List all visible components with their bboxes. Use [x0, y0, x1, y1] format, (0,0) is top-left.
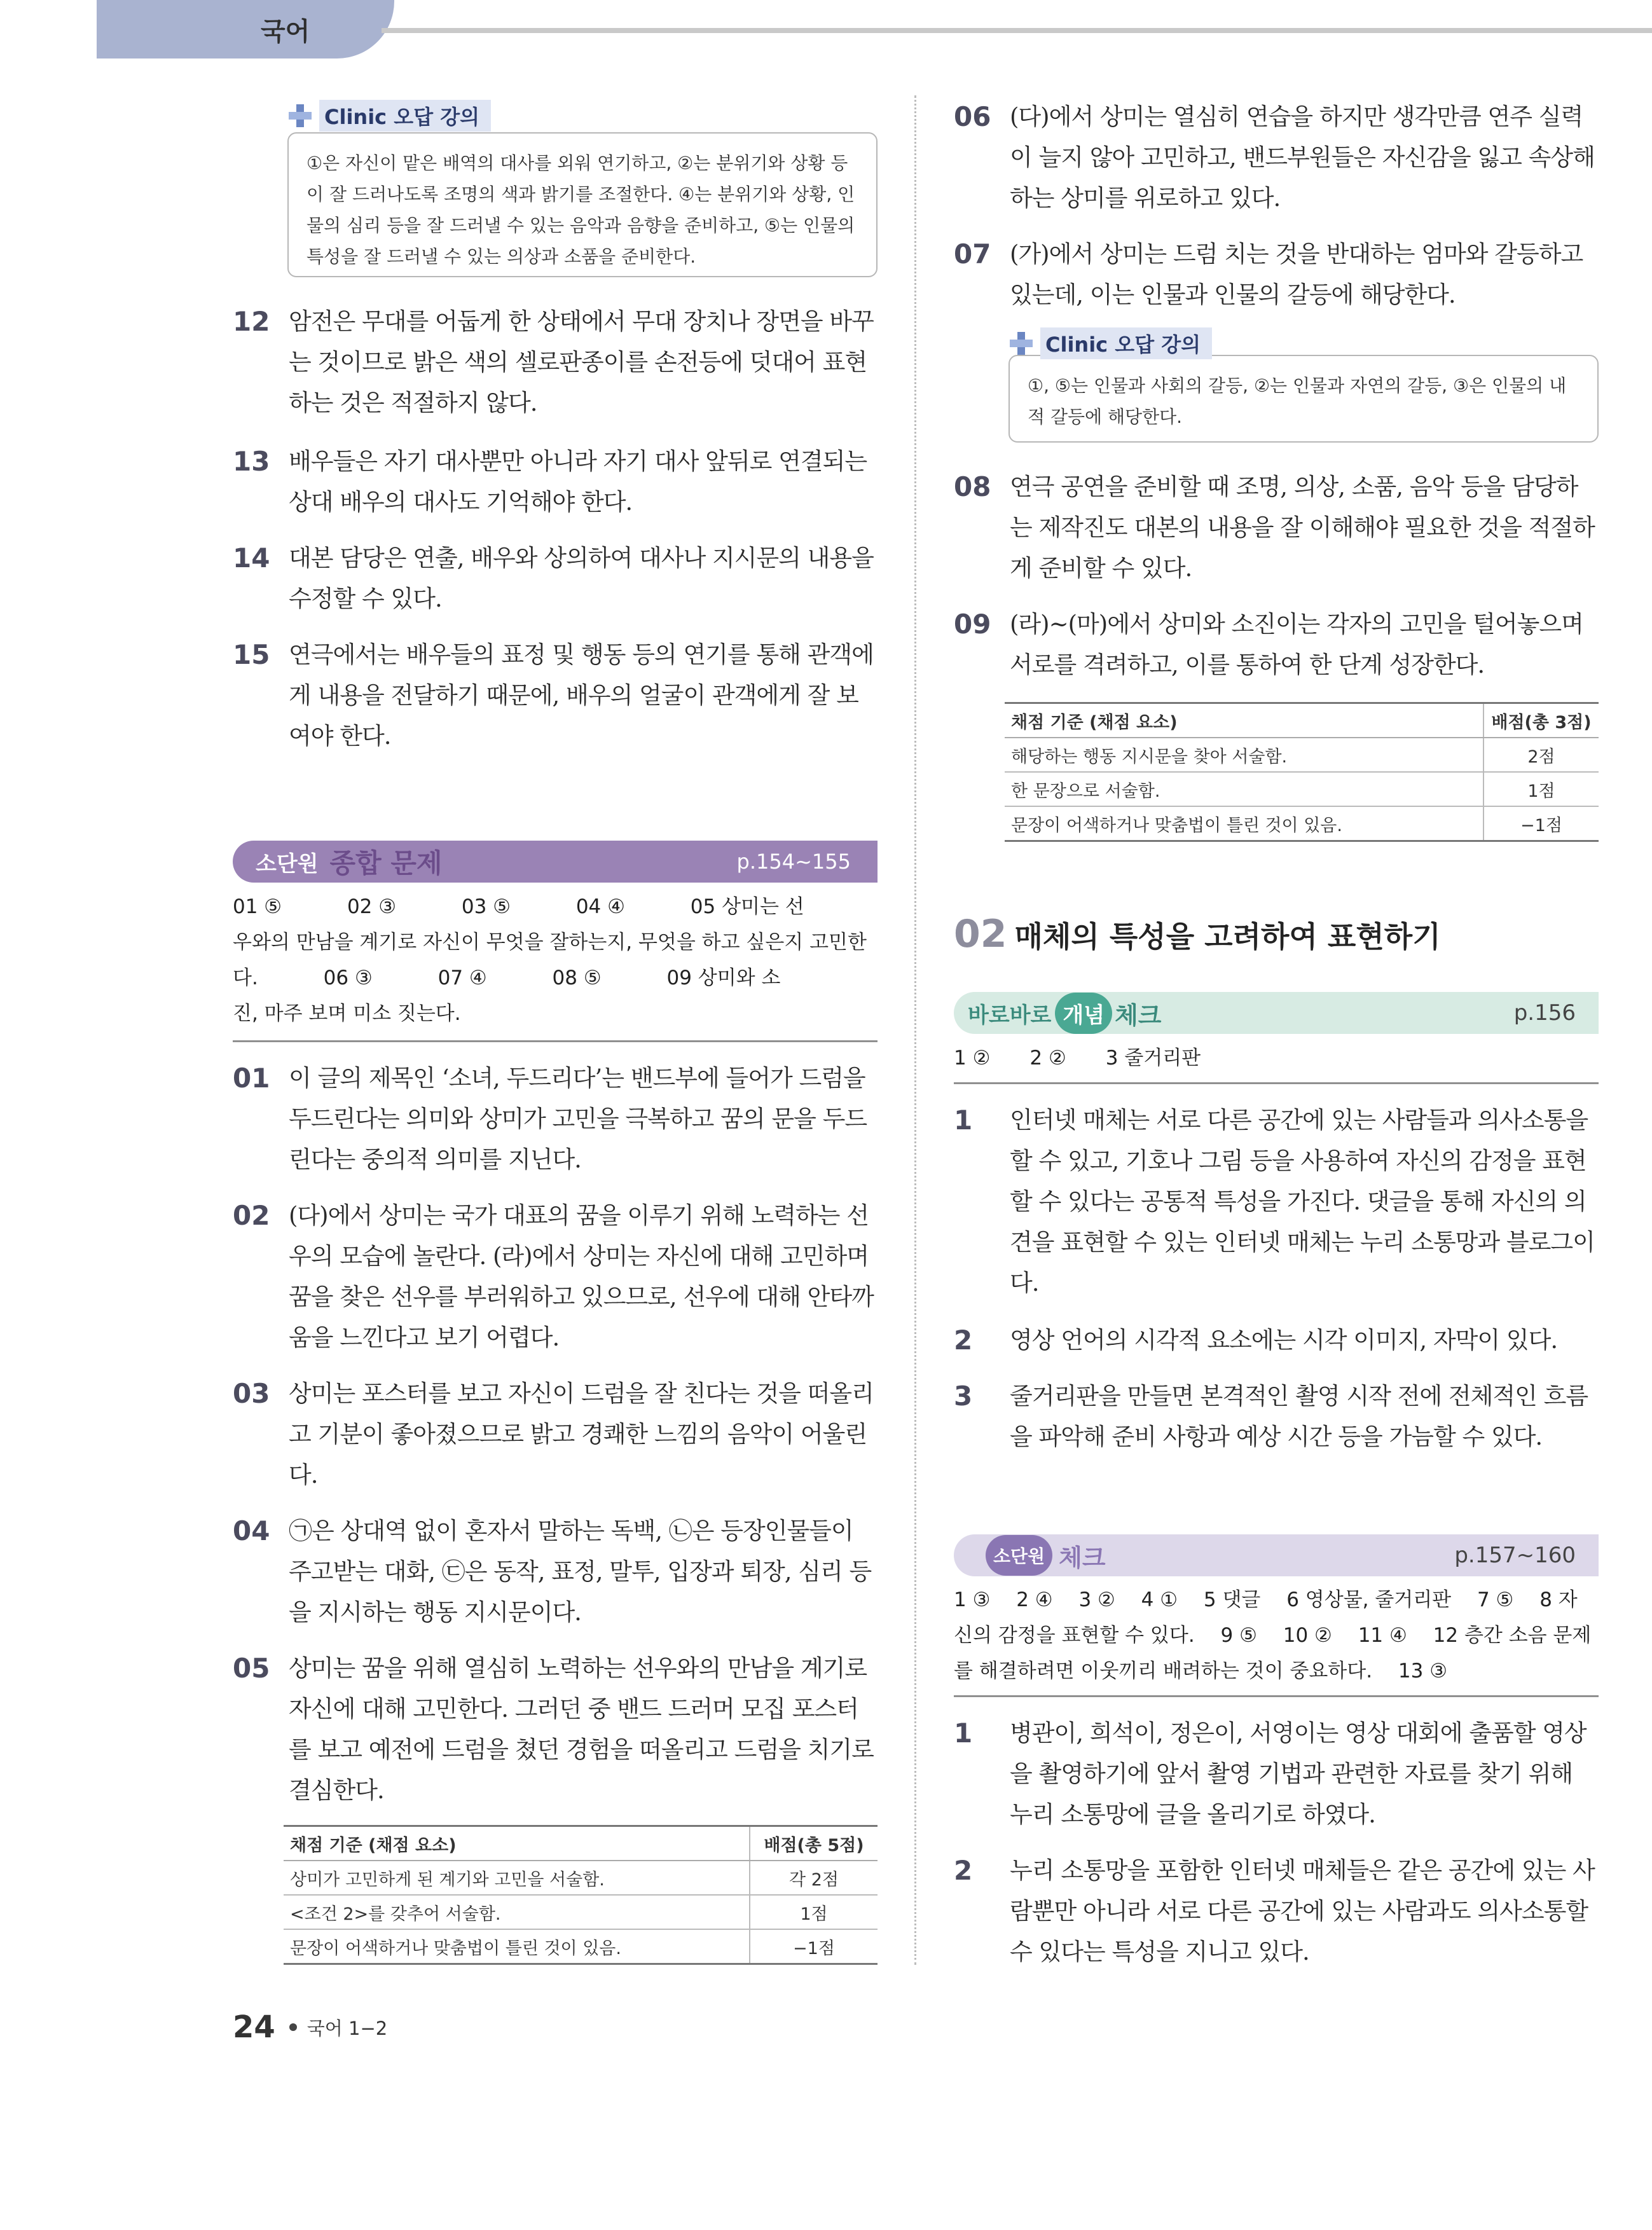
scoring-table-2 [1005, 702, 1599, 842]
item-number: 13 [233, 446, 270, 477]
answer-line: 다. 06 ③ 07 ④ 08 ⑤ 09 상미와 소 [233, 967, 781, 989]
item-text: 암전은 무대를 어둡게 한 상태에서 무대 장치나 장면을 바꾸는 것이므로 밝은 색의 셀로판종이를 손전등에 덧대어 표현하는 것은 적절하지 않다. [289, 308, 874, 416]
section-heading [954, 912, 1441, 956]
answer-line: 우와의 만남을 계기로 자신이 무엇을 잘하는지, 무엇을 하고 싶은지 고민한 [233, 931, 867, 954]
subject-label: 국어 [261, 17, 310, 46]
answer-line: 1 ② 2 ② 3 줄거리판 [954, 1047, 1201, 1070]
table-cell: 한 문장으로 서술함. [1005, 772, 1483, 806]
table-header: 채점 기준 (채점 요소) [1005, 703, 1483, 738]
table-header-row [284, 1826, 878, 1861]
item-number: 03 [233, 1378, 270, 1409]
unit-check-bar [954, 1534, 1599, 1576]
table-cell: 1점 [1483, 772, 1599, 806]
answer-key-2 [954, 1040, 1599, 1076]
item-text: 이 글의 제목인 ‘소녀, 두드리다’는 밴드부에 들어가 드럼을 두드린다는 의미와 상미가 고민을 극복하고 꿈의 문을 두드린다는 중의적 의미를 지닌다. [289, 1064, 867, 1173]
section-bar-review [233, 841, 878, 883]
scoring-table-1 [284, 1825, 878, 1965]
bar-title: 체크 [1059, 1543, 1106, 1572]
item-text: 줄거리판을 만들면 본격적인 촬영 시작 전에 전체적인 흐름을 파악해 준비 사항과 예상 시간 등을 가늠할 수 있다. [1010, 1382, 1588, 1450]
table-cell: −1점 [750, 1929, 878, 1964]
table-header: 배점(총 3점) [1483, 703, 1599, 738]
table-header: 배점(총 5점) [750, 1826, 878, 1861]
item-text: 인터넷 매체는 서로 다른 공간에 있는 사람들과 의사소통을 할 수 있고, 기호나 그림 등을 사용하여 자신의 감정을 표현할 수 있다는 공통적 특성을 가진다. 댓글을 통해 자신의 의견을 표현할 수 있는 인터넷 매체는 누리 소통망과 블로그이다. [1010, 1106, 1595, 1297]
item-text: ㉠은 상대역 없이 혼자서 말하는 독백, ㉡은 등장인물들이 주고받는 대화, ㉢은 동작, 표정, 말투, 입장과 퇴장, 심리 등을 지시하는 행동 지시문이다. [289, 1517, 872, 1626]
divider-rule [954, 1082, 1599, 1084]
answer-line: 신의 감정을 표현할 수 있다. 9 ⑤ 10 ② 11 ④ 12 층간 소음 문제 [954, 1624, 1592, 1647]
item-number: 3 [954, 1380, 973, 1412]
table-cell: 문장이 어색하거나 맞춤법이 틀린 것이 있음. [284, 1929, 750, 1964]
clinic-box-2 [1008, 329, 1599, 443]
table-header: 채점 기준 (채점 요소) [284, 1826, 750, 1861]
item-number: 12 [233, 306, 270, 337]
answer-line: 01 ⑤ 02 ③ 03 ⑤ 04 ④ 05 상미는 선 [233, 895, 804, 918]
clinic-text: ①, ⑤는 인물과 사회의 갈등, ②는 인물과 자연의 갈등, ③은 인물의 내적 갈등에 해당한다. [1008, 355, 1599, 443]
concept-item-2 [954, 1320, 1599, 1361]
table-cell: <조건 2>를 갖추어 서술함. [284, 1895, 750, 1929]
table-cell: 해당하는 행동 지시문을 찾아 서술함. [1005, 738, 1483, 772]
clinic-title: Clinic 오답 강의 [319, 100, 491, 132]
item-number: 02 [233, 1200, 270, 1231]
check-item-1 [954, 1713, 1599, 1835]
bar-title: 체크 [1115, 1001, 1162, 1029]
item-number: 1 [954, 1717, 973, 1749]
divider-rule [233, 1040, 878, 1042]
plus-icon [1008, 331, 1034, 356]
table-cell: 2점 [1483, 738, 1599, 772]
page-footer [233, 2009, 387, 2045]
item-text: 대본 담당은 연출, 배우와 상의하여 대사나 지시문의 내용을 수정할 수 있다. [289, 544, 874, 612]
clinic-text: ①은 자신이 맡은 배역의 대사를 외워 연기하고, ②는 분위기와 상황 등이 잘 드러나도록 조명의 색과 밝기를 조절한다. ④는 분위기와 상황, 인물의 심리 등을 잘 드러낼 수 있는 음악과 음향을 준비하고, ⑤는 인물의 특성을 잘 드러낼 수 있는 의상과 소품을 준비한다. [287, 132, 878, 277]
table-row [284, 1895, 878, 1929]
answer-line: 진, 마주 보며 미소 짓는다. [233, 1002, 461, 1025]
table-cell: −1점 [1483, 806, 1599, 841]
item-text: 병관이, 희석이, 정은이, 서영이는 영상 대회에 출품할 영상을 촬영하기에 앞서 촬영 기법과 관련한 자료를 찾기 위해 누리 소통망에 글을 올리기로 하였다. [1010, 1719, 1587, 1828]
item-number: 09 [954, 609, 991, 640]
item-text: (다)에서 상미는 열심히 연습을 하지만 생각만큼 연주 실력이 늘지 않아 고민하고, 밴드부원들은 자신감을 잃고 속상해하는 상미를 위로하고 있다. [1010, 103, 1595, 212]
bar-pages: p.156 [1513, 1000, 1576, 1026]
answer-item-03 [233, 1373, 878, 1496]
plus-icon [287, 103, 313, 128]
item-number: 15 [233, 639, 270, 670]
table-row [1005, 772, 1599, 806]
section-pages: p.154~155 [736, 850, 851, 874]
item-text: 연극에서는 배우들의 표정 및 행동 등의 연기를 통해 관객에게 내용을 전달하기 때문에, 배우의 얼굴이 관객에게 잘 보여야 한다. [289, 641, 874, 750]
clinic-header [1008, 329, 1212, 357]
check-item-2 [954, 1850, 1599, 1972]
answer-item-01 [233, 1058, 878, 1180]
section-label: 소단원 [256, 851, 319, 877]
table-row [1005, 738, 1599, 772]
answer-item-13 [233, 441, 878, 523]
item-number: 07 [954, 238, 991, 270]
item-number: 2 [954, 1325, 973, 1356]
table-header-row [1005, 703, 1599, 738]
concept-item-3 [954, 1376, 1599, 1457]
answer-key-1 [233, 889, 878, 1031]
item-text: 연극 공연을 준비할 때 조명, 의상, 소품, 음악 등을 담당하는 제작진도 대본의 내용을 잘 이해해야 필요한 것을 적절하게 준비할 수 있다. [1010, 473, 1595, 582]
answer-item-09 [954, 604, 1599, 685]
item-text: (다)에서 상미는 국가 대표의 꿈을 이루기 위해 노력하는 선우의 모습에 놀란다. (라)에서 상미는 자신에 대해 고민하며 꿈을 찾은 선우를 부러워하고 있으므로, 선우에 대해 안타까움을 느낀다고 보기 어렵다. [289, 1202, 874, 1351]
subject-tab [97, 0, 394, 59]
section-title: 매체의 특성을 고려하여 표현하기 [1014, 919, 1441, 954]
answer-item-02 [233, 1195, 878, 1358]
item-text: 상미는 꿈을 위해 열심히 노력하는 선우와의 만남을 계기로 자신에 대해 고민한다. 그러던 중 밴드 드러머 모집 포스터를 보고 예전에 드럼을 쳤던 경험을 떠올리고 드럼을 치기로 결심한다. [289, 1655, 874, 1804]
bar-pages: p.157~160 [1454, 1543, 1576, 1568]
concept-item-1 [954, 1100, 1599, 1304]
answer-key-3 [954, 1582, 1599, 1689]
divider-rule [954, 1695, 1599, 1697]
item-number: 1 [954, 1105, 973, 1136]
answer-item-05 [233, 1648, 878, 1811]
item-number: 08 [954, 471, 991, 502]
answer-item-07 [954, 234, 1599, 315]
table-cell: 상미가 고민하게 된 계기와 고민을 서술함. [284, 1861, 750, 1895]
clinic-box-1 [287, 102, 878, 277]
table-row [284, 1929, 878, 1964]
answer-item-14 [233, 538, 878, 619]
item-text: (가)에서 상미는 드럼 치는 것을 반대하는 엄마와 갈등하고 있는데, 이는 인물과 인물의 갈등에 해당한다. [1010, 240, 1583, 308]
book-title: 국어 1−2 [306, 2017, 388, 2039]
item-text: 상미는 포스터를 보고 자신이 드럼을 잘 친다는 것을 떠올리고 기분이 좋아졌으므로 밝고 경쾌한 느낌의 음악이 어울린다. [289, 1380, 874, 1489]
item-number: 14 [233, 542, 270, 574]
item-number: 2 [954, 1855, 973, 1886]
section-number: 02 [954, 912, 1007, 956]
section-title: 종합 문제 [329, 848, 443, 879]
clinic-title: Clinic 오답 강의 [1040, 327, 1212, 359]
table-row [284, 1861, 878, 1895]
answer-item-12 [233, 301, 878, 423]
unit-pill: 소단원 [986, 1535, 1052, 1576]
bar-label: 바로바로 [968, 1002, 1052, 1028]
item-text: 배우들은 자기 대사뿐만 아니라 자기 대사 앞뒤로 연결되는 상대 배우의 대사도 기억해야 한다. [289, 448, 867, 516]
item-text: 영상 언어의 시각적 요소에는 시각 이미지, 자막이 있다. [1010, 1326, 1558, 1354]
answer-item-15 [233, 635, 878, 757]
table-cell: 문장이 어색하거나 맞춤법이 틀린 것이 있음. [1005, 806, 1483, 841]
item-number: 04 [233, 1515, 270, 1546]
item-number: 05 [233, 1653, 270, 1684]
table-cell: 각 2점 [750, 1861, 878, 1895]
concept-check-bar [954, 992, 1599, 1034]
bullet-dot [289, 2023, 297, 2031]
answer-item-06 [954, 97, 1599, 219]
item-number: 01 [233, 1063, 270, 1094]
answer-item-08 [954, 467, 1599, 589]
item-text: (라)~(마)에서 상미와 소진이는 각자의 고민을 털어놓으며 서로를 격려하고, 이를 통하여 한 단계 성장한다. [1010, 610, 1583, 678]
table-row [1005, 806, 1599, 841]
answer-line: 를 해결하려면 이웃끼리 배려하는 것이 중요하다. 13 ③ [954, 1660, 1447, 1683]
concept-pill: 개념 [1055, 993, 1112, 1034]
answer-item-04 [233, 1511, 878, 1633]
column-divider [914, 95, 916, 1965]
clinic-header [287, 102, 491, 130]
header-rule [382, 28, 1652, 33]
table-cell: 1점 [750, 1895, 878, 1929]
item-number: 06 [954, 101, 991, 132]
item-text: 누리 소통망을 포함한 인터넷 매체들은 같은 공간에 있는 사람뿐만 아니라 서로 다른 공간에 있는 사람과도 의사소통할 수 있다는 특성을 지니고 있다. [1010, 1857, 1595, 1965]
answer-line: 1 ③ 2 ④ 3 ② 4 ① 5 댓글 6 영상물, 줄거리판 7 ⑤ 8 자 [954, 1588, 1578, 1611]
page-number: 24 [233, 2009, 275, 2045]
